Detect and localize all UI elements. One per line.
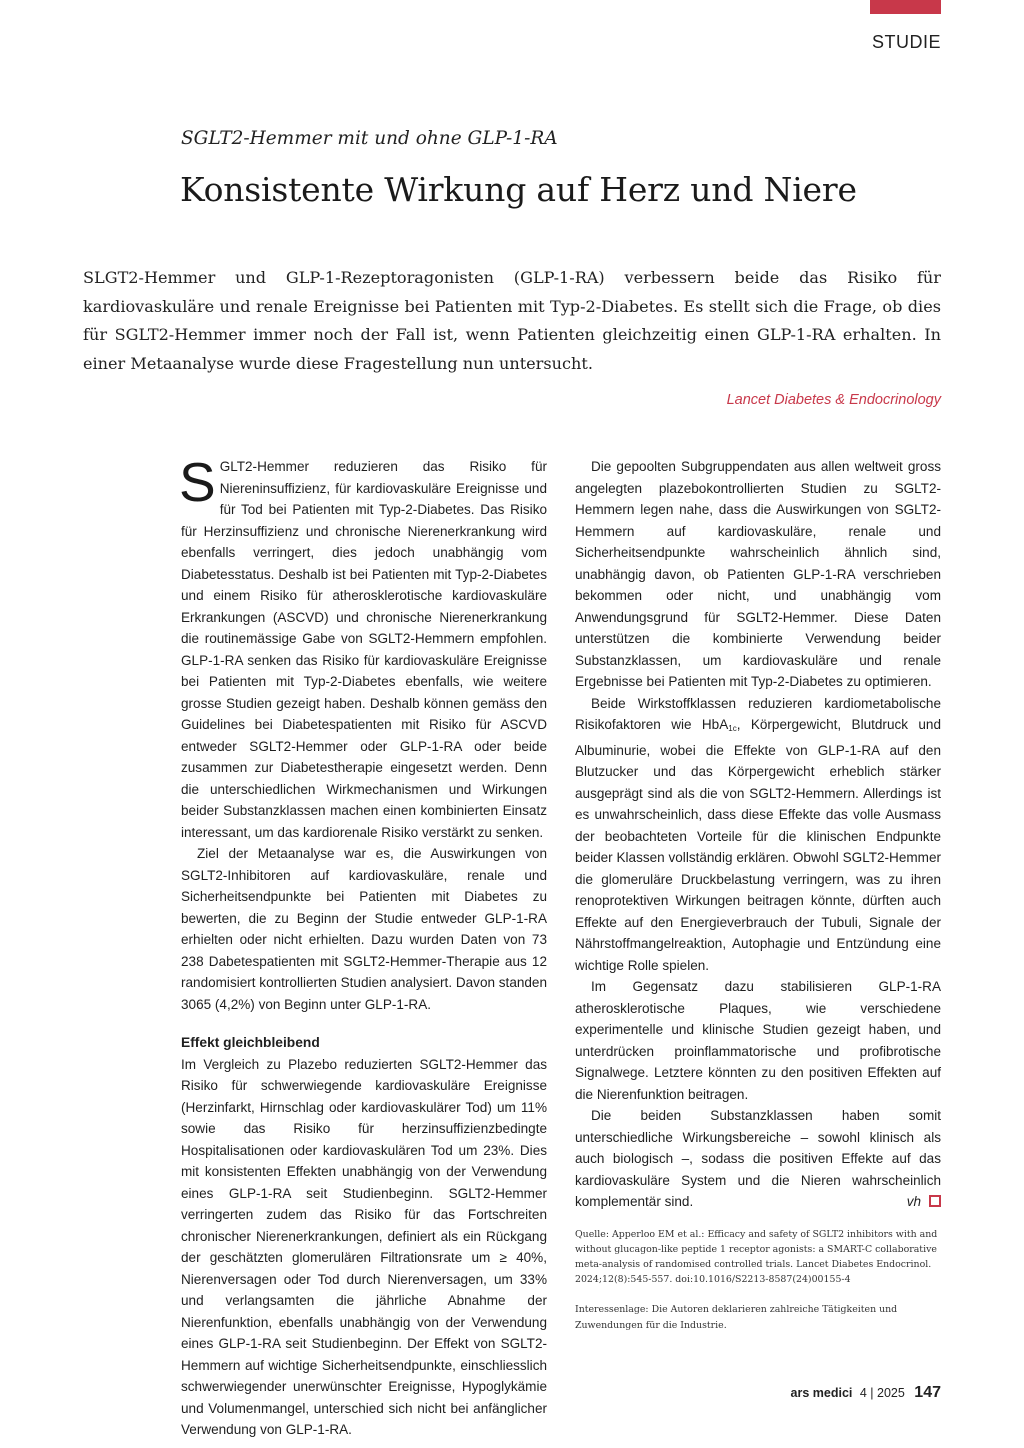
paragraph-pooled-data: Die gepoolten Subgruppendaten aus allen weltweit gross angelegten plazebokontrollierten Studien zu SGLT2-Hemmern legen nahe, dass die Auswirkungen von SGLT2-Hemmern auf kardiovaskuläre, renale und Sicherheitsendpunkte wahrscheinlich ähnlich sind, unabhängig davon, ob Patienten GLP-1-RA verschrieben bekommen oder nicht, und unabhängig vom Anwendungsgrund für SGLT2-Hemmer. Diese Daten unterstützen die kombinierte Verwendung beider Substanzklassen, um kardiovaskuläre und renale Ergebnisse bei Patienten mit Typ-2-Diabetes zu optimieren. xyxy=(575,459,941,689)
issue-number: 4 | 2025 xyxy=(859,1386,905,1400)
paragraph-mechanisms: Beide Wirkstoffklassen reduzieren kardiometabolische Risikofaktoren wie HbA$_{1c}$, Körpergewicht, Blutdruck und Albuminurie, wobei die Effekte von GLP-1-RA auf den Blutzucker und das Körpergewicht erheblich stärker ausgeprägt sind als die von SGLT2-Hemmern. Allerdings ist es unwahrscheinlich, dass diese Effekte das volle Ausmass der beobachteten Vorteile für die klinischen Endpunkte beider Klassen vollständig erklären. Obwohl SGLT2-Hemmer die glomeruläre Druckbelastung verringern, was zu ihren renoprotektiven Wirkungen beitragen könnte, dürften auch Effekte auf den Energieverbrauch der Tubuli, Signale der Nährstoffmangelreaktion, Autophagie und Entzündung eine wichtige Rolle spielen. xyxy=(575,695,941,973)
conflict-statement: Interessenlage: Die Autoren deklarieren zahlreiche Tätigkeiten und Zuwendungen für die Industrie. xyxy=(575,1304,898,1331)
text-column-right xyxy=(575,456,941,1333)
end-mark-icon xyxy=(929,1195,941,1207)
accent-bar xyxy=(870,0,941,14)
paragraph-intro xyxy=(179,451,547,843)
paragraph-aim: Ziel der Metaanalyse war es, die Auswirkungen von SGLT2-Inhibitoren auf kardiovaskuläre, renale und Sicherheitsendpunkte bei Patienten mit Diabetes zu bewerten, die zu Beginn der Studie entweder GLP-1-RA erhielten oder nicht erhielten. Dazu wurden Daten von 73 238 Dabetespatienten mit SGLT2-Hemmer-Therapie aus 12 randomisiert kontrollierten Studien analysiert. Davon standen 3065 (4,2%) von Beginn unter GLP-1-RA. xyxy=(181,846,547,1012)
subheading: Effekt gleichbleibend xyxy=(181,1035,320,1050)
paragraph-conclusion: Die beiden Substanzklassen haben somit unterschiedliche Wirkungsbereiche – sowohl klinisch als auch biologisch –, sodass die positiven Effekte auf das kardiovaskuläre System und die Nieren wahrscheinlich komplementär sind. vh xyxy=(575,1105,941,1213)
subscript: 1c xyxy=(728,724,737,733)
paragraph-results: Im Vergleich zu Plazebo reduzierten SGLT2-Hemmer das Risiko für schwerwiegende kardiovaskuläre Ereignisse (Herzinfarkt, Hirnschlag oder kardiovaskulärer Tod) um 11% sowie das Risiko für herzinsuffizienzbedingte Hospitalisationen oder kardiovaskulären Tod um 23%. Dies mit konsistenten Effekten unabhängig von der Verwendung eines GLP-1-RA seit Studienbeginn. SGLT2-Hemmer verringerten zudem das Risiko für das Fortschreiten chronischer Nierenerkrankungen, definiert als ein Rückgang der geschätzten glomerulären Filtrationsrate um ≥ 40%, Nierenversagen oder Tod durch Nierenversagen, um 33% und verlangsamten die jährliche Abnahme der Nierenfunktion, ebenfalls unabhängig von der Verwendung eines GLP-1-RA seit Studienbeginn. Der Effekt von SGLT2-Hemmern auf wichtige Sicherheitsendpunkte, einschliesslich schwerwiegender unerwünschter Ereignisse, Hypoglykämie und Volumenmangel, unterschied sich nicht bei anfänglicher Verwendung von GLP-1-RA. xyxy=(181,1056,547,1437)
drop-cap: S xyxy=(179,451,216,513)
author-signoff: vh xyxy=(883,1191,941,1213)
references xyxy=(575,1227,941,1333)
article-title: Konsistente Wirkung auf Herz und Niere xyxy=(180,170,857,209)
source-citation: Quelle: Apperloo EM et al.: Efficacy and safety of SGLT2 inhibitors with and without glucagon-like peptide 1 receptor agonists: a SMART-C collaborative meta-analysis of randomised controlled trials. Lancet Diabetes Endocrinol. 2024;12(8):545-557. doi:10.1016/S2213-8587(24)00155-4 xyxy=(575,1228,938,1286)
article-lead: SLGT2-Hemmer und GLP-1-Rezeptoragonisten (GLP-1-RA) verbessern beide das Risiko für kardiovaskuläre und renale Ereignisse bei Patienten mit Typ-2-Diabetes. Es stellt sich die Frage, ob dies für SGLT2-Hemmer immer noch der Fall ist, wenn Patienten gleichzeitig einen GLP-1-RA erhalten. In einer Metaanalyse wurde diese Fragestellung nun untersucht. xyxy=(83,268,941,373)
intro-text: GLT2-Hemmer reduzieren das Risiko für Niereninsuffizienz, für kardiovaskuläre Ereignisse und für Tod bei Patienten mit Typ-2-Diabetes. Das Risiko für Herzinsuffizienz und chronische Nierenerkrankung wird ebenfalls verringert, dies jedoch unabhängig vom Diabetesstatus. Deshalb ist bei Patienten mit Typ-2-Diabetes und einem Risiko für atherosklerotische kardiovaskuläre Erkrankungen (ASCVD) und chronische Nierenerkrankung die routinemässige Gabe von SGLT2-Hemmern empfohlen. GLP-1-RA senken das Risiko für kardiovaskuläre Ereignisse bei Patienten mit Typ-2-Diabetes ebenfalls, wie weitere grosse Studien gezeigt haben. Deshalb können gemäss den Guidelines bei Diabetespatienten mit Risiko für ASCVD entweder SGLT2-Hemmer oder GLP-1-RA oder beide zusammen zur Diabetestherapie eingesetzt werden. Denn die unterschiedlichen Wirkmechanismen und Wirkungen beider Substanzklassen machen einen kombinierten Einsatz interessant, um das kardiorenale Risiko verstärkt zu senken. xyxy=(181,459,547,840)
section-label: STUDIE xyxy=(871,32,941,52)
text-column-left xyxy=(179,451,547,1441)
article-kicker: SGLT2-Hemmer mit und ohne GLP-1-RA xyxy=(181,128,558,149)
page-footer xyxy=(791,1384,941,1402)
journal-name: Lancet Diabetes & Endocrinology xyxy=(726,392,941,408)
page-number: 147 xyxy=(914,1384,941,1401)
paragraph-glp1: Im Gegensatz dazu stabilisieren GLP-1-RA atherosklerotische Plaques, wie verschiedene experimentelle und klinische Studien gezeigt haben, und unterdrücken proinflammatorische und profibrotische Signalwege. Letztere könnten zu den positiven Effekten auf die Nierenfunktion beitragen. xyxy=(575,979,941,1102)
magazine-name: ars medici xyxy=(790,1386,853,1400)
